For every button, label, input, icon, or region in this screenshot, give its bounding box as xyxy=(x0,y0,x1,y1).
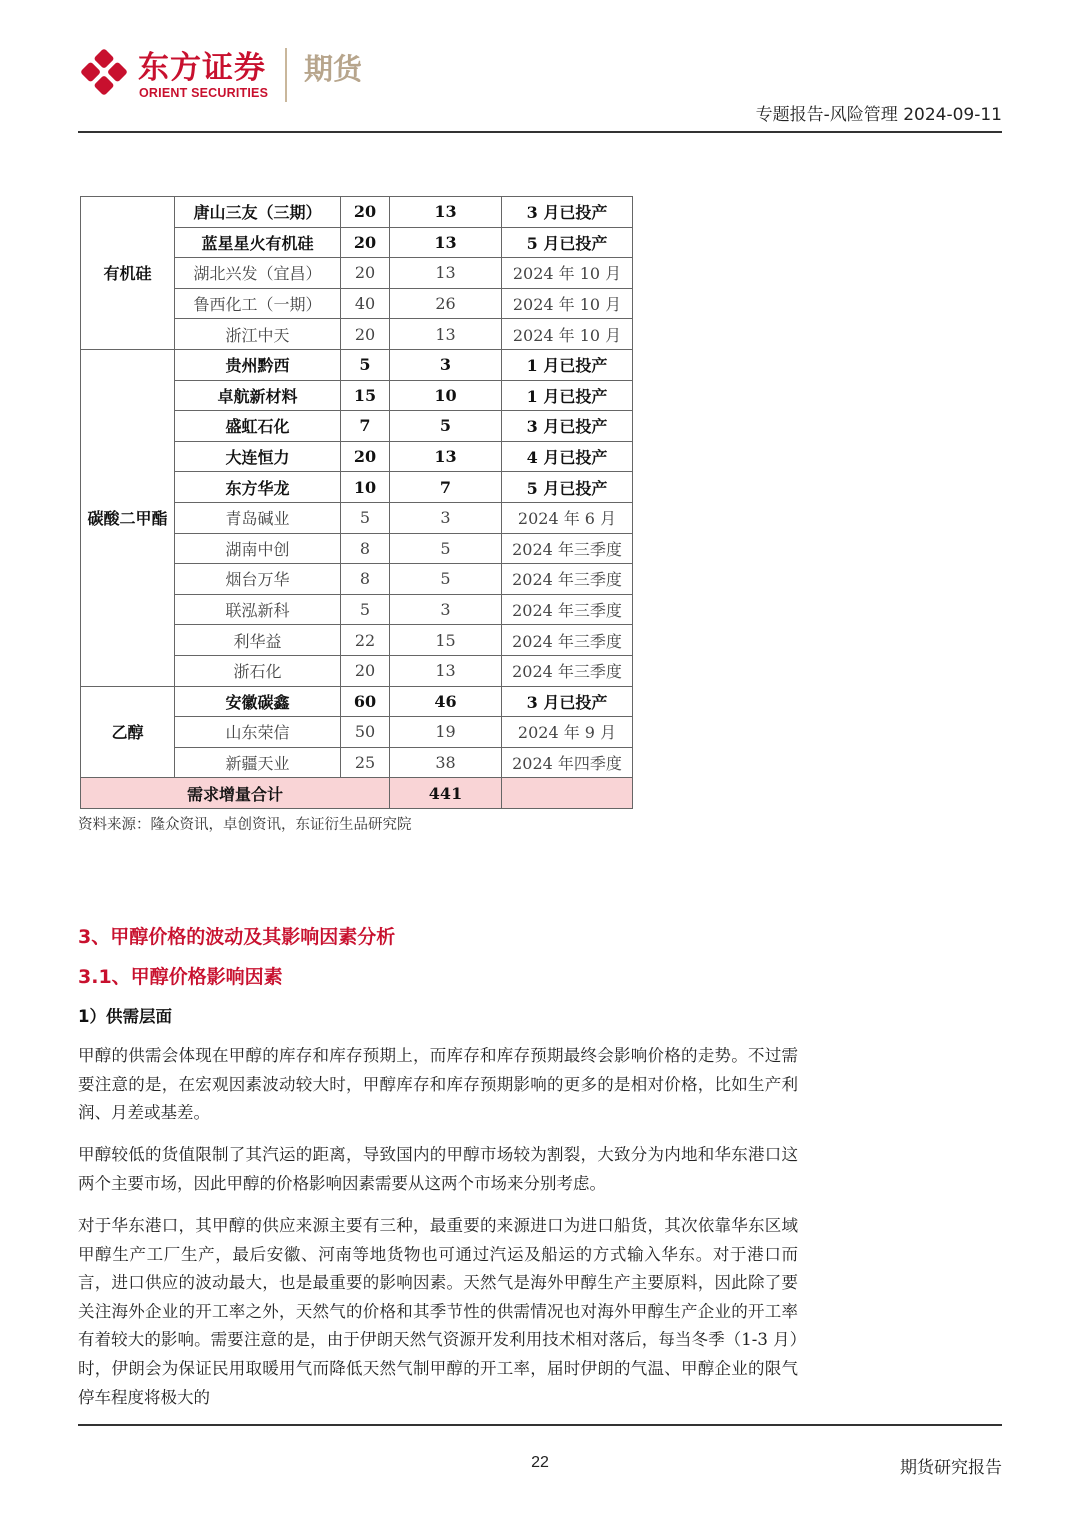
total-empty-cell xyxy=(502,778,633,809)
company-cell: 联泓新科 xyxy=(175,594,341,625)
status-cell: 2024 年三季度 xyxy=(502,655,633,686)
status-cell: 2024 年 6 月 xyxy=(502,502,633,533)
value-2-cell: 13 xyxy=(390,441,502,472)
table-row xyxy=(81,349,633,380)
total-value-cell: 441 xyxy=(390,778,502,809)
value-1-cell: 22 xyxy=(341,625,390,656)
table-row xyxy=(81,197,633,228)
value-2-cell: 38 xyxy=(390,747,502,778)
company-cell: 贵州黔西 xyxy=(175,349,341,380)
value-2-cell: 13 xyxy=(390,655,502,686)
value-2-cell: 13 xyxy=(390,227,502,258)
status-cell: 4 月已投产 xyxy=(502,441,633,472)
category-cell: 有机硅 xyxy=(81,197,175,350)
value-2-cell: 13 xyxy=(390,197,502,228)
company-cell: 唐山三友（三期） xyxy=(175,197,341,228)
value-2-cell: 5 xyxy=(390,533,502,564)
total-row xyxy=(81,778,633,809)
company-cell: 卓航新材料 xyxy=(175,380,341,411)
company-cell: 利华益 xyxy=(175,625,341,656)
value-1-cell: 7 xyxy=(341,411,390,442)
status-cell: 2024 年三季度 xyxy=(502,533,633,564)
company-cell: 湖南中创 xyxy=(175,533,341,564)
value-1-cell: 40 xyxy=(341,288,390,319)
value-2-cell: 19 xyxy=(390,717,502,748)
status-cell: 2024 年三季度 xyxy=(502,564,633,595)
value-1-cell: 15 xyxy=(341,380,390,411)
value-1-cell: 5 xyxy=(341,349,390,380)
value-2-cell: 3 xyxy=(390,349,502,380)
value-1-cell: 8 xyxy=(341,564,390,595)
value-2-cell: 5 xyxy=(390,564,502,595)
company-cell: 湖北兴发（宜昌） xyxy=(175,258,341,289)
value-1-cell: 20 xyxy=(341,258,390,289)
status-cell: 1 月已投产 xyxy=(502,349,633,380)
value-1-cell: 8 xyxy=(341,533,390,564)
value-2-cell: 3 xyxy=(390,594,502,625)
value-1-cell: 20 xyxy=(341,655,390,686)
value-1-cell: 20 xyxy=(341,441,390,472)
brand-divider xyxy=(285,48,287,102)
status-cell: 3 月已投产 xyxy=(502,686,633,717)
company-cell: 浙江中天 xyxy=(175,319,341,350)
report-tag: 专题报告-风险管理 2024-09-11 xyxy=(755,105,1002,125)
capacity-table xyxy=(80,196,633,809)
value-2-cell: 10 xyxy=(390,380,502,411)
value-2-cell: 26 xyxy=(390,288,502,319)
company-cell: 盛虹石化 xyxy=(175,411,341,442)
status-cell: 1 月已投产 xyxy=(502,380,633,411)
status-cell: 2024 年 9 月 xyxy=(502,717,633,748)
footer-label: 期货研究报告 xyxy=(900,1458,1002,1478)
value-1-cell: 20 xyxy=(341,197,390,228)
value-1-cell: 10 xyxy=(341,472,390,503)
company-cell: 东方华龙 xyxy=(175,472,341,503)
value-1-cell: 5 xyxy=(341,502,390,533)
status-cell: 2024 年四季度 xyxy=(502,747,633,778)
company-cell: 鲁西化工（一期） xyxy=(175,288,341,319)
status-cell: 2024 年三季度 xyxy=(502,625,633,656)
brand-name-en: ORIENT SECURITIES xyxy=(139,86,269,100)
company-cell: 青岛碱业 xyxy=(175,502,341,533)
company-cell: 大连恒力 xyxy=(175,441,341,472)
company-cell: 山东荣信 xyxy=(175,717,341,748)
subsection-heading: 3.1、甲醇价格影响因素 xyxy=(78,966,283,988)
status-cell: 2024 年 10 月 xyxy=(502,288,633,319)
table-row xyxy=(81,686,633,717)
brand-name-cn: 东方证券 xyxy=(138,50,266,86)
status-cell: 3 月已投产 xyxy=(502,197,633,228)
footer-rule xyxy=(78,1424,1002,1426)
value-1-cell: 5 xyxy=(341,594,390,625)
value-1-cell: 50 xyxy=(341,717,390,748)
value-1-cell: 25 xyxy=(341,747,390,778)
category-cell: 乙醇 xyxy=(81,686,175,778)
table-source: 资料来源：隆众资讯，卓创资讯，东证衍生品研究院 xyxy=(78,817,412,833)
status-cell: 5 月已投产 xyxy=(502,472,633,503)
sub-subsection-heading: 1）供需层面 xyxy=(78,1007,172,1026)
category-cell: 碳酸二甲酯 xyxy=(81,349,175,686)
value-2-cell: 7 xyxy=(390,472,502,503)
company-cell: 浙石化 xyxy=(175,655,341,686)
status-cell: 2024 年 10 月 xyxy=(502,258,633,289)
company-cell: 烟台万华 xyxy=(175,564,341,595)
section-heading: 3、甲醇价格的波动及其影响因素分析 xyxy=(78,926,396,948)
value-2-cell: 3 xyxy=(390,502,502,533)
total-label-cell: 需求增量合计 xyxy=(81,778,390,809)
value-2-cell: 5 xyxy=(390,411,502,442)
value-2-cell: 13 xyxy=(390,258,502,289)
value-1-cell: 20 xyxy=(341,319,390,350)
value-1-cell: 60 xyxy=(341,686,390,717)
value-2-cell: 13 xyxy=(390,319,502,350)
value-2-cell: 15 xyxy=(390,625,502,656)
brand-subtitle: 期货 xyxy=(304,52,363,86)
value-2-cell: 46 xyxy=(390,686,502,717)
status-cell: 2024 年 10 月 xyxy=(502,319,633,350)
paragraph-3: 对于华东港口，其甲醇的供应来源主要有三种，最重要的来源进口为进口船货，其次依靠华东区域甲醇生产工厂生产，最后安徽、河南等地货物也可通过汽运及船运的方式输入华东。对于港口而言，进口供应的波动最大，也是最重要的影响因素。天然气是海外甲醇生产主要原料，因此除了要关注海外企业的开工率之外，天然气的价格和其季节性的供需情况也对海外甲醇生产企业的开工率有着较大的影响。需要注意的是，由于伊朗天然气资源开发利用技术相对落后，每当冬季（1-3 月）时，伊朗会为保证民用取暖用气而降低天然气制甲醇的开工率，届时伊朗的气温、甲醇企业的限气停车程度将极大的 xyxy=(78,1216,798,1407)
paragraph-1: 甲醇的供需会体现在甲醇的库存和库存预期上，而库存和库存预期最终会影响价格的走势。不过需要注意的是，在宏观因素波动较大时，甲醇库存和库存预期影响的更多的是相对价格，比如生产利润、月差或基差。 xyxy=(78,1046,798,1123)
capacity-table-body xyxy=(81,197,633,809)
paragraph-2: 甲醇较低的货值限制了其汽运的距离，导致国内的甲醇市场较为割裂，大致分为内地和华东港口这两个主要市场，因此甲醇的价格影响因素需要从这两个市场来分别考虑。 xyxy=(78,1145,798,1193)
header-rule xyxy=(78,131,1002,133)
orient-securities-logo-icon xyxy=(78,46,130,98)
company-cell: 蓝星星火有机硅 xyxy=(175,227,341,258)
status-cell: 5 月已投产 xyxy=(502,227,633,258)
company-cell: 新疆天业 xyxy=(175,747,341,778)
value-1-cell: 20 xyxy=(341,227,390,258)
status-cell: 2024 年三季度 xyxy=(502,594,633,625)
page-number: 22 xyxy=(531,1454,549,1471)
company-cell: 安徽碳鑫 xyxy=(175,686,341,717)
status-cell: 3 月已投产 xyxy=(502,411,633,442)
